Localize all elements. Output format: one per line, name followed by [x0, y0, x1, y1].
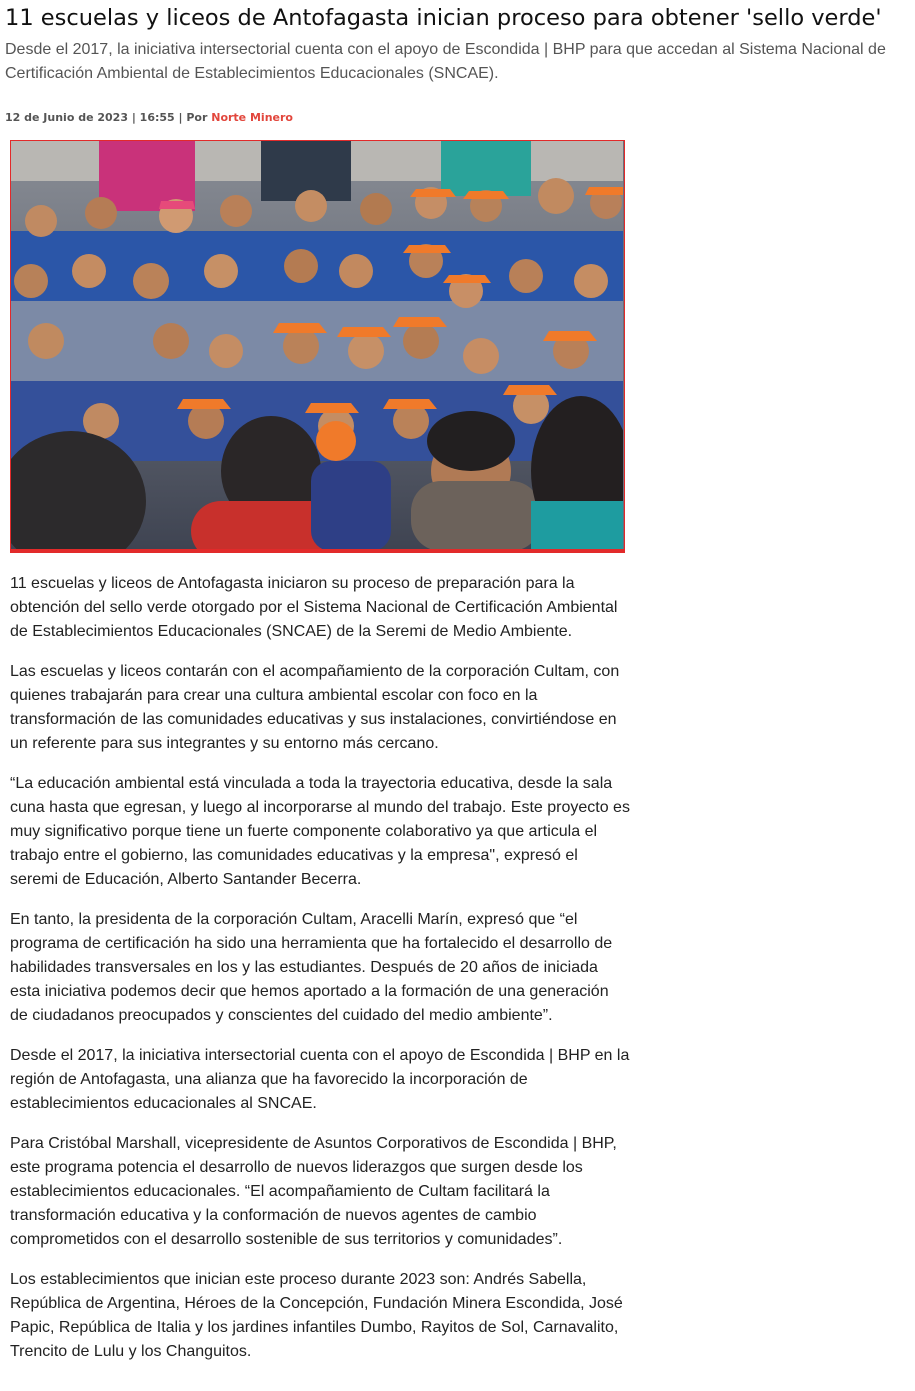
article-paragraph: Para Cristóbal Marshall, vicepresidente de Asuntos Corporativos de Escondida | BHP, este programa potencia el desarrollo de nuevos liderazgos que surgen desde los establecimientos educacionales. “El acompañamiento de Cultam facilitará la transformación educativa y la conformación de nuevos agentes de cambio comprometidos con el desarrollo sostenible de sus territorios y comunidades”.	[10, 1135, 617, 1248]
article-lead: Desde el 2017, la iniciativa intersectorial cuenta con el apoyo de Escondida | BHP para que accedan al Sistema Nacional de Certificación Ambiental de Establecimientos Educacionales (SNCAE).	[5, 41, 886, 82]
article-paragraph: Las escuelas y liceos contarán con el acompañamiento de la corporación Cultam, con quienes trabajarán para crear una cultura ambiental escolar con foco en la transformación de las comunidades educativas y sus instalaciones, convirtiéndose en un referente para sus integrantes y su entorno más cercano.	[10, 663, 620, 752]
article-photo	[10, 140, 625, 553]
article-paragraph: 11 escuelas y liceos de Antofagasta iniciaron su proceso de preparación para la obtención del sello verde otorgado por el Sistema Nacional de Certificación Ambiental de Establecimientos Educacionales (SNCAE) de la Seremi de Medio Ambiente.	[10, 575, 618, 640]
article-body	[10, 572, 630, 1380]
author-link[interactable]: Norte Minero	[211, 111, 293, 124]
article-meta	[5, 110, 293, 126]
students-crowd-image	[11, 141, 623, 549]
article-paragraph: Los establecimientos que inician este proceso durante 2023 son: Andrés Sabella, República de Argentina, Héroes de la Concepción, Fundación Minera Escondida, José Papic, República de Italia y los jardines infantiles Dumbo, Rayitos de Sol, Carnavalito, Trencito de Lulu y los Changuitos.	[10, 1271, 623, 1360]
article-paragraph: En tanto, la presidenta de la corporación Cultam, Aracelli Marín, expresó que “el programa de certificación ha sido una herramienta que ha fortalecido el desarrollo de habilidades transversales en los y las estudiantes. Después de 20 años de iniciada esta iniciativa podemos decir que hemos aportado a la formación de una generación de ciudadanos preocupados y conscientes del cuidado del medio ambiente”.	[10, 911, 613, 1024]
article-title: 11 escuelas y liceos de Antofagasta inician proceso para obtener 'sello verde'	[5, 5, 882, 31]
article-paragraph: “La educación ambiental está vinculada a toda la trayectoria educativa, desde la sala cuna hasta que egresan, y luego al incorporarse al mundo del trabajo. Este proyecto es muy significativo porque tiene un fuerte componente colaborativo ya que articula el trabajo entre el gobierno, las comunidades educativas y la empresa", expresó el seremi de Educación, Alberto Santander Becerra.	[10, 775, 630, 888]
article-paragraph: Desde el 2017, la iniciativa intersectorial cuenta con el apoyo de Escondida | BHP en la región de Antofagasta, una alianza que ha favorecido la incorporación de establecimientos educacionales al SNCAE.	[10, 1047, 630, 1112]
publish-date: 12 de Junio de 2023 | 16:55 | Por	[5, 111, 212, 124]
